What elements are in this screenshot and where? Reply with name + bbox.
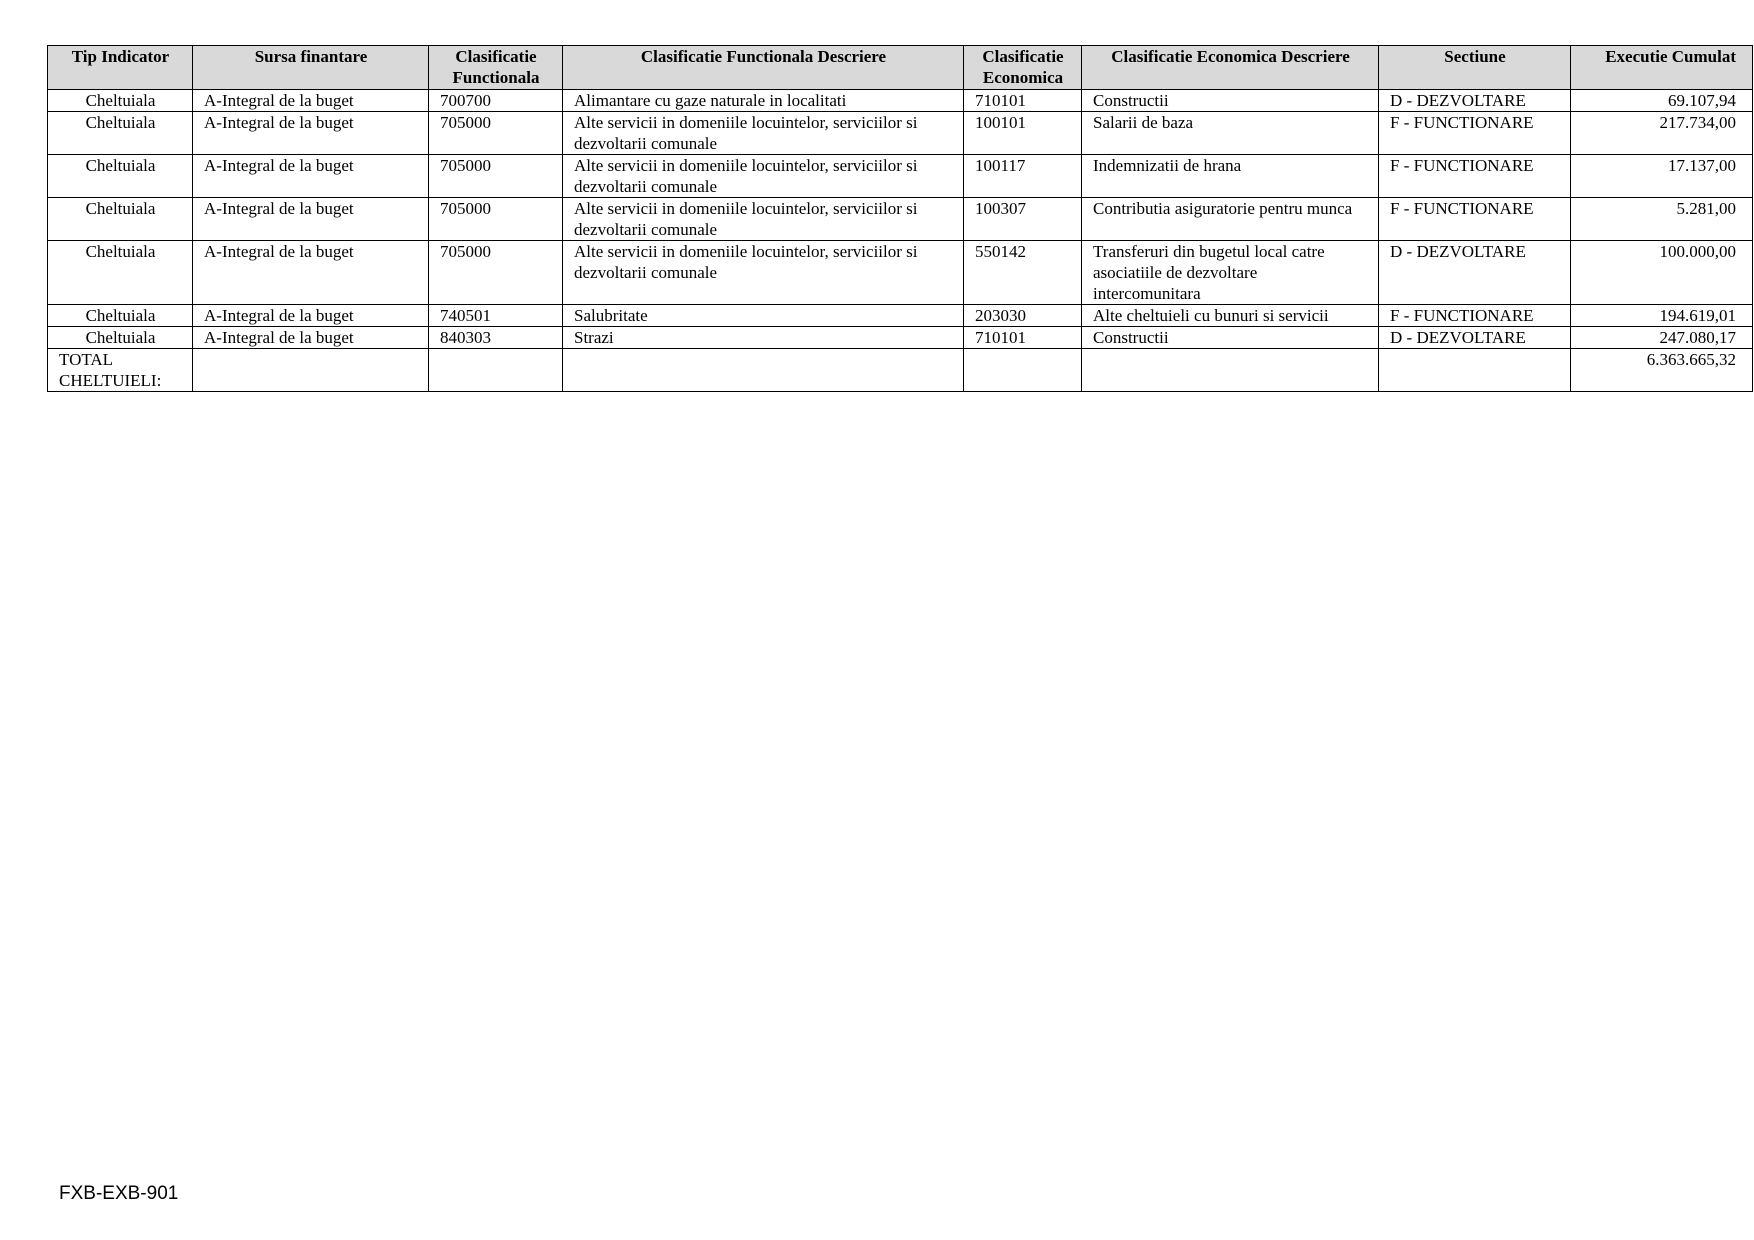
cell-economica-descriere: Alte cheltuieli cu bunuri si servicii xyxy=(1082,305,1379,327)
cell-economica-descriere: Contributia asiguratorie pentru munca xyxy=(1082,198,1379,241)
expenditure-table xyxy=(47,45,1753,392)
header-clasificatie-functionala: Clasificatie Functionala xyxy=(429,46,563,90)
cell-clasificatie-functionala: 740501 xyxy=(429,305,563,327)
cell-clasificatie-economica: 100117 xyxy=(964,155,1082,198)
cell-tip-indicator: Cheltuiala xyxy=(48,241,193,305)
cell-economica-descriere: Salarii de baza xyxy=(1082,112,1379,155)
cell-executie-cumulat: 217.734,00 xyxy=(1571,112,1753,155)
cell-executie-cumulat: 17.137,00 xyxy=(1571,155,1753,198)
cell-sursa-finantare: A-Integral de la buget xyxy=(193,241,429,305)
cell-functionala-descriere: Alte servicii in domeniile locuintelor, serviciilor si dezvoltarii comunale xyxy=(563,198,964,241)
cell-functionala-descriere: Salubritate xyxy=(563,305,964,327)
header-clasificatie-functionala-descriere: Clasificatie Functionala Descriere xyxy=(563,46,964,90)
cell-tip-indicator: Cheltuiala xyxy=(48,198,193,241)
table-row xyxy=(48,241,1753,305)
cell-sectiune: D - DEZVOLTARE xyxy=(1379,241,1571,305)
cell-executie-cumulat: 5.281,00 xyxy=(1571,198,1753,241)
cell-sursa-finantare: A-Integral de la buget xyxy=(193,112,429,155)
cell-executie-cumulat: 194.619,01 xyxy=(1571,305,1753,327)
cell-sectiune: F - FUNCTIONARE xyxy=(1379,112,1571,155)
cell-sursa-finantare: A-Integral de la buget xyxy=(193,305,429,327)
cell-functionala-descriere: Alte servicii in domeniile locuintelor, serviciilor si dezvoltarii comunale xyxy=(563,155,964,198)
cell-functionala-descriere: Alimantare cu gaze naturale in localitati xyxy=(563,90,964,112)
cell-clasificatie-economica: 550142 xyxy=(964,241,1082,305)
header-clasificatie-economica-descriere: Clasificatie Economica Descriere xyxy=(1082,46,1379,90)
cell-clasificatie-functionala: 840303 xyxy=(429,327,563,349)
cell-clasificatie-economica: 710101 xyxy=(964,327,1082,349)
cell-tip-indicator: Cheltuiala xyxy=(48,327,193,349)
table-row xyxy=(48,327,1753,349)
total-empty-cell xyxy=(563,349,964,392)
header-tip-indicator: Tip Indicator xyxy=(48,46,193,90)
header-sectiune: Sectiune xyxy=(1379,46,1571,90)
table-row xyxy=(48,90,1753,112)
cell-sectiune: D - DEZVOLTARE xyxy=(1379,327,1571,349)
cell-sectiune: F - FUNCTIONARE xyxy=(1379,305,1571,327)
cell-sursa-finantare: A-Integral de la buget xyxy=(193,155,429,198)
total-empty-cell xyxy=(964,349,1082,392)
total-value: 6.363.665,32 xyxy=(1571,349,1753,392)
cell-clasificatie-functionala: 700700 xyxy=(429,90,563,112)
total-empty-cell xyxy=(193,349,429,392)
cell-economica-descriere: Constructii xyxy=(1082,327,1379,349)
total-empty-cell xyxy=(1379,349,1571,392)
cell-sursa-finantare: A-Integral de la buget xyxy=(193,90,429,112)
cell-sectiune: F - FUNCTIONARE xyxy=(1379,155,1571,198)
cell-clasificatie-economica: 203030 xyxy=(964,305,1082,327)
cell-clasificatie-functionala: 705000 xyxy=(429,241,563,305)
cell-clasificatie-functionala: 705000 xyxy=(429,198,563,241)
cell-clasificatie-economica: 710101 xyxy=(964,90,1082,112)
cell-sursa-finantare: A-Integral de la buget xyxy=(193,198,429,241)
cell-functionala-descriere: Alte servicii in domeniile locuintelor, serviciilor si dezvoltarii comunale xyxy=(563,112,964,155)
total-row xyxy=(48,349,1753,392)
document-code: FXB-EXB-901 xyxy=(59,1183,179,1204)
table-row xyxy=(48,155,1753,198)
total-empty-cell xyxy=(429,349,563,392)
cell-economica-descriere: Constructii xyxy=(1082,90,1379,112)
cell-sectiune: D - DEZVOLTARE xyxy=(1379,90,1571,112)
table-row xyxy=(48,305,1753,327)
total-empty-cell xyxy=(1082,349,1379,392)
table-row xyxy=(48,198,1753,241)
cell-sectiune: F - FUNCTIONARE xyxy=(1379,198,1571,241)
cell-tip-indicator: Cheltuiala xyxy=(48,305,193,327)
cell-functionala-descriere: Alte servicii in domeniile locuintelor, serviciilor si dezvoltarii comunale xyxy=(563,241,964,305)
cell-clasificatie-economica: 100307 xyxy=(964,198,1082,241)
table-header-row xyxy=(48,46,1753,90)
cell-clasificatie-economica: 100101 xyxy=(964,112,1082,155)
cell-executie-cumulat: 69.107,94 xyxy=(1571,90,1753,112)
table-row xyxy=(48,112,1753,155)
cell-tip-indicator: Cheltuiala xyxy=(48,112,193,155)
cell-functionala-descriere: Strazi xyxy=(563,327,964,349)
cell-tip-indicator: Cheltuiala xyxy=(48,90,193,112)
header-sursa-finantare: Sursa finantare xyxy=(193,46,429,90)
cell-clasificatie-functionala: 705000 xyxy=(429,112,563,155)
total-label: TOTAL CHELTUIELI: xyxy=(48,349,193,392)
cell-executie-cumulat: 100.000,00 xyxy=(1571,241,1753,305)
cell-economica-descriere: Indemnizatii de hrana xyxy=(1082,155,1379,198)
cell-sursa-finantare: A-Integral de la buget xyxy=(193,327,429,349)
header-clasificatie-economica: Clasificatie Economica xyxy=(964,46,1082,90)
header-executie-cumulat: Executie Cumulat xyxy=(1571,46,1753,90)
cell-economica-descriere: Transferuri din bugetul local catre asociatiile de dezvoltare intercomunitara xyxy=(1082,241,1379,305)
cell-clasificatie-functionala: 705000 xyxy=(429,155,563,198)
cell-executie-cumulat: 247.080,17 xyxy=(1571,327,1753,349)
cell-tip-indicator: Cheltuiala xyxy=(48,155,193,198)
